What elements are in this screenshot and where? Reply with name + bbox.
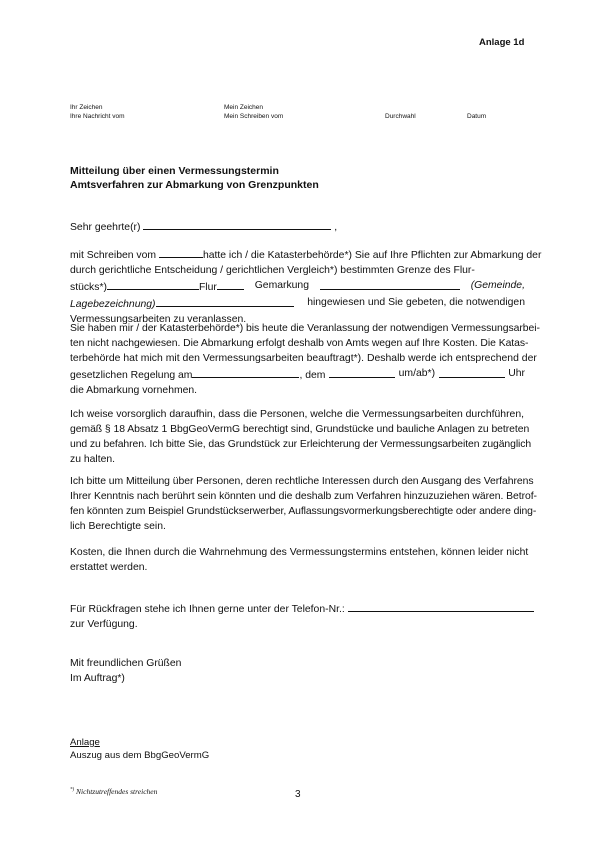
para1-text: Vermessungsarbeiten zu veranlassen. (70, 313, 247, 325)
para4-text: Ihrer Kenntnis nach berührt sein könnten und die deshalb zum Verfahren hinzuzuziehen wären. Betrof- (70, 490, 537, 502)
weekday-field[interactable] (329, 367, 395, 378)
paragraph-2 (70, 322, 540, 399)
phone-number-field[interactable] (348, 601, 534, 612)
time-field[interactable] (439, 367, 505, 378)
mein-zeichen-label: Mein Zeichen (224, 104, 264, 111)
salutation-suffix: , (334, 222, 338, 233)
ihr-zeichen-label: Ihr Zeichen (70, 104, 103, 111)
para1-text: hatte ich / die Katasterbehörde*) Sie auf Ihre Pflichten zur Abmarkung der (202, 250, 542, 261)
para2-text: Uhr (508, 367, 525, 379)
footnote (70, 787, 157, 796)
footnote-text: Nichtzutreffendes streichen (76, 787, 158, 796)
paragraph-5 (70, 546, 529, 576)
para4-text: lich Berechtigte sein. (70, 520, 166, 532)
attachment-text: Auszug aus dem BbgGeoVermG (70, 750, 210, 761)
datum-label: Datum (467, 113, 487, 120)
para1-text: Lagebezeichnung) (70, 298, 156, 310)
closing-greeting: Mit freundlichen Grüßen (70, 658, 182, 669)
para1-line-3 (70, 279, 525, 296)
para2-text: die Abmarkung vornehmen. (70, 384, 198, 396)
para2-text: Sie haben mir / der Katasterbehörde*) bis heute die Veranlassung der notwendigen Vermessungsarbei- (70, 323, 540, 334)
para2-line-4 (70, 367, 525, 384)
para6-text: Für Rückfragen stehe ich Ihnen gerne unter der Telefon-Nr.: (70, 604, 345, 615)
para2-text: ten nicht nachgewiesen. Die Abmarkung erfolgt deshalb von Amts wegen auf Ihre Kosten. Die Katas- (70, 337, 529, 349)
para3-text: gemäß § 18 Absatz 1 BbgGeoVermG berechtigt sind, Grundstücke und bauliche Anlagen zu betreten (70, 423, 530, 435)
gemarkung-field[interactable] (320, 279, 460, 290)
para1-text: Flur (198, 281, 217, 293)
paragraph-3 (70, 408, 532, 468)
para1-line-4 (70, 296, 525, 313)
para2-text: , dem (299, 369, 326, 381)
para1-text: stücks*) (70, 281, 107, 293)
closing (70, 657, 525, 687)
para1-text: mit Schreiben vom (70, 250, 157, 261)
paragraph-1 (70, 247, 542, 328)
para1-text: Gemarkung (254, 279, 309, 291)
salutation (70, 219, 525, 236)
recipient-name-field[interactable] (143, 219, 331, 230)
paragraph-6 (70, 601, 525, 633)
footnote-mark: *) (70, 787, 75, 793)
para1-text: (Gemeinde, (470, 279, 525, 291)
para2-text: terbehörde hat mich mit den Vermessungsarbeiten beauftragt*). Deshalb werde ich entsprechend der (70, 352, 537, 364)
appointment-date-field[interactable] (192, 367, 299, 378)
letter-date-field[interactable] (159, 247, 203, 258)
para2-text: um/ab*) (398, 367, 436, 379)
page-number: 3 (295, 789, 301, 800)
para3-text: zu halten. (70, 453, 116, 465)
para3-text: Ich weise vorsorglich daraufhin, dass die Personen, welche die Vermessungsarbeiten durchführen, (70, 409, 524, 420)
para5-text: erstattet werden. (70, 561, 148, 573)
lagebezeichnung-field[interactable] (156, 296, 294, 307)
subject-line-2: Amtsverfahren zur Abmarkung von Grenzpunkten (70, 179, 319, 191)
mein-schreiben-label: Mein Schreiben vom (224, 113, 284, 120)
para1-text: durch gerichtliche Entscheidung / gerichtlichen Vergleich*) bestimmten Grenze des Flur- (70, 264, 475, 276)
para6-text: zur Verfügung. (70, 618, 138, 630)
attachment-label: Anlage 1d (479, 37, 525, 48)
closing-on-behalf: Im Auftrag*) (70, 672, 125, 684)
para4-text: Ich bitte um Mitteilung über Personen, deren rechtliche Interessen durch den Ausgang des Verfahrens (70, 476, 534, 487)
ihre-nachricht-label: Ihre Nachricht vom (70, 113, 125, 120)
subject-line-1: Mitteilung über einen Vermessungstermin (70, 165, 279, 177)
para5-text: Kosten, die Ihnen durch die Wahrnehmung des Vermessungstermins entstehen, können leider nicht (70, 547, 529, 558)
flur-field[interactable] (217, 279, 244, 290)
salutation-prefix: Sehr geehrte(r) (70, 222, 141, 233)
paragraph-4 (70, 475, 537, 535)
durchwahl-label: Durchwahl (385, 113, 416, 120)
para1-text: hingewiesen und Sie gebeten, die notwendigen (307, 296, 525, 308)
para4-text: fen könnten zum Beispiel Grundstückserwerber, Auflassungsvormerkungsberechtigte oder andere ding- (70, 505, 537, 517)
flurstueck-field[interactable] (107, 279, 199, 290)
para3-text: und zu befahren. Ich bitte Sie, das Grundstück zur Erleichterung der Vermessungsarbeiten zugänglich (70, 438, 532, 450)
para2-text: gesetzlichen Regelung am (70, 369, 193, 381)
attachment-heading: Anlage (70, 737, 100, 748)
